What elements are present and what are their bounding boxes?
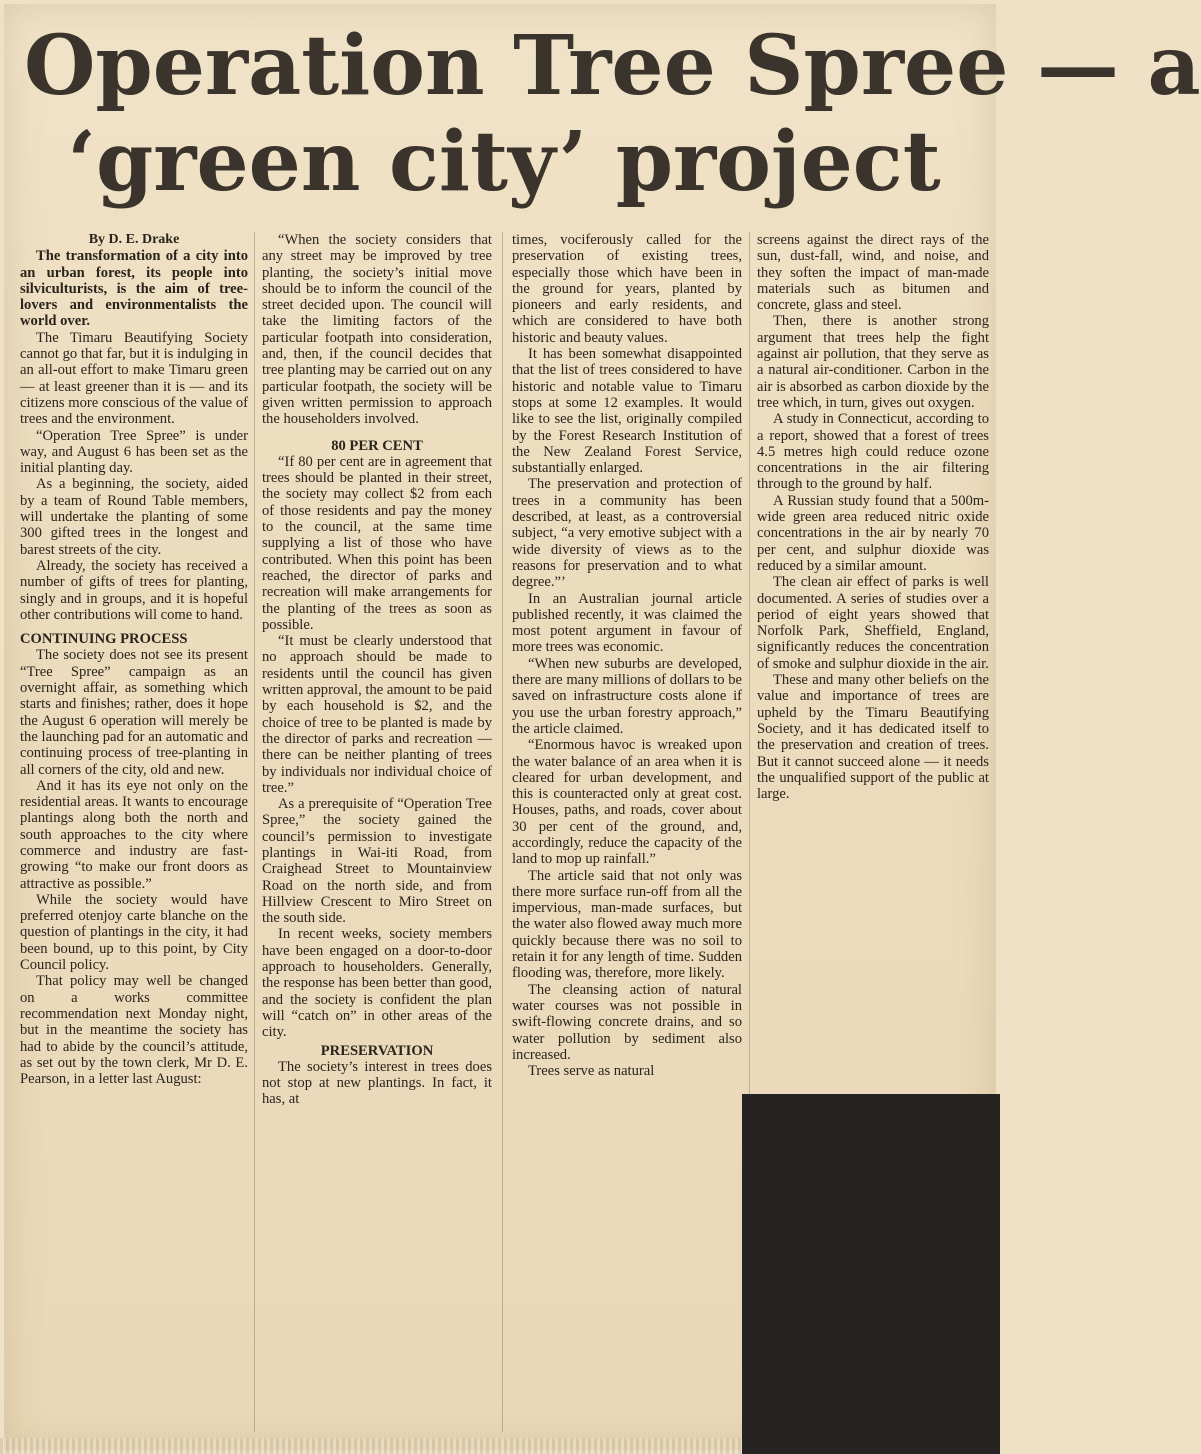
paragraph: While the society would have preferred otenjoy carte blanche on the question of plantings in the city, it had been bound, up to this point, by City Council policy. bbox=[20, 891, 248, 974]
paragraph: These and many other beliefs on the value and importance of trees are upheld by the Timaru Beautifying Society, and it has dedicated itself to the preservation and creation of trees. But it cannot succeed alone — it needs the unqualified support of the public at large. bbox=[757, 672, 989, 803]
paragraph: And it has its eye not only on the residential areas. It wants to encourage plantings along both the north and south approaches to the city where commerce and industry are fast-growing “to make our front doors as attractive as possible.” bbox=[20, 777, 248, 892]
paragraph: As a beginning, the society, aided by a team of Round Table members, will undertake the planting of some 300 gifted trees in the longest and barest streets of the city. bbox=[20, 476, 248, 558]
subheading: CONTINUING PROCESS bbox=[20, 631, 188, 648]
paragraph: “When new suburbs are developed, there are many millions of dollars to be saved on infrastructure costs alone if you use the urban forestry approach,” the article claimed. bbox=[512, 655, 742, 737]
paragraph: It has been somewhat disappointed that the list of trees considered to have historic and notable value to Timaru stops at some 12 examples. It would like to see the list, originally compiled by the Forest Research Institution of the New Zealand Forest Service, substantially enlarged. bbox=[512, 346, 742, 477]
scan-background-corner bbox=[742, 1094, 1000, 1454]
paragraph: Trees serve as natural bbox=[528, 1063, 655, 1080]
lead-paragraph: The transformation of a city into an urban forest, its people into silviculturists, is the aim of tree-lovers and environmentalists the world over. bbox=[20, 248, 248, 330]
paragraph: A study in Connecticut, according to a report, showed that a forest of trees 4.5 metres high could reduce ozone concentrations in the air filtering through to the ground by half. bbox=[757, 411, 989, 493]
article-column-4 bbox=[757, 232, 989, 802]
paragraph: “If 80 per cent are in agreement that trees should be planted in their street, the society may collect $2 from each of those residents and pay the money to the council, at the same time supplying a list of those who have contributed. When this point has been reached, the director of parks and recreation will make arrangements for the planting of the trees as soon as possible. bbox=[262, 453, 492, 633]
subheading: 80 PER CENT bbox=[331, 437, 423, 454]
paragraph: times, vociferously called for the preservation of existing trees, especially those which have been in the ground for years, planted by pioneers and early residents, and which are considered to have both historic and beauty values. bbox=[512, 232, 742, 346]
paragraph: As a prerequisite of “Operation Tree Spree,” the society gained the council’s permission to investigate plantings in Wai-iti Road, from Craighead Street to Mountainview Road on the north side, and from Hillview Crescent to Miro Street on the south side. bbox=[262, 796, 492, 927]
paragraph: screens against the direct rays of the sun, dust-fall, wind, and noise, and they soften the impact of man-made materials such as bitumen and concrete, glass and steel. bbox=[757, 232, 989, 314]
paragraph: “It must be clearly understood that no approach should be made to residents until the council has given written approval, the amount to be paid by each household is $2, and the choice of tree to be planted is made by the director of parks and recreation — there can be neither planting of trees by individuals nor individual choice of tree.” bbox=[262, 633, 492, 796]
article-column-1 bbox=[20, 232, 248, 1087]
paragraph: In an Australian journal article published recently, it was claimed the most potent argument in favour of more trees was economic. bbox=[512, 590, 742, 656]
article-column-3 bbox=[512, 232, 742, 1079]
article-column-2 bbox=[262, 232, 492, 1108]
paragraph: That policy may well be changed on a works committee recommendation next Monday night, but in the meantime the society has had to abide by the council’s attitude, as set out by the town clerk, Mr D. E. Pearson, in a letter last August: bbox=[20, 973, 248, 1088]
paragraph: The society’s interest in trees does not stop at new plantings. In fact, it has, at bbox=[262, 1058, 492, 1108]
paragraph: “Enormous havoc is wreaked upon the water balance of an area when it is cleared for urban development, and this is counteracted only at great cost. Houses, paths, and roads, cover about 30 per cent of the ground, and, accordingly, reduce the capacity of the land to mop up rainfall.” bbox=[512, 737, 742, 868]
paragraph: The cleansing action of natural water courses was not possible in swift-flowing concrete drains, and so water pollution by sediment also increased. bbox=[512, 981, 742, 1063]
paragraph: Already, the society has received a number of gifts of trees for planting, singly and in groups, and it is hopeful other contributions will come to hand. bbox=[20, 557, 248, 623]
paragraph: “When the society considers that any street may be improved by tree planting, the society’s initial move should be to inform the council of the street decided upon. The council will take the limiting factors of the particular footpath into consideration, and, then, if the council decides that tree planting may be carried out on any particular footpath, the society will be given written permission to approach the householders involved. bbox=[262, 232, 492, 428]
perforated-edge bbox=[0, 1438, 742, 1454]
paragraph: In recent weeks, society members have been engaged on a door-to-door approach to householders. Generally, the response has been better than good, and the society is confident the plan will “catch on” in other areas of the city. bbox=[262, 926, 492, 1041]
paragraph: The Timaru Beautifying Society cannot go that far, but it is indulging in an all-out effort to make Timaru green — at least greener than it is — and its citizens more conscious of the value of trees and the environment. bbox=[20, 329, 248, 428]
headline-line-1: Operation Tree Spree — a bbox=[24, 18, 1201, 114]
byline: By D. E. Drake bbox=[88, 232, 180, 247]
paragraph: The clean air effect of parks is well documented. A series of studies over a period of eight years showed that Norfolk Park, Sheffield, England, significantly reduces the concentration of smoke and sulphur dioxide in the air. bbox=[757, 574, 989, 672]
subheading: PRESERVATION bbox=[320, 1042, 434, 1059]
headline bbox=[24, 18, 1201, 210]
paragraph: “Operation Tree Spree” is under way, and August 6 has been set as the initial planting day. bbox=[20, 427, 248, 477]
paragraph: The preservation and protection of trees in a community has been described, at least, as a controversial subject, “a very emotive subject with a wide diversity of views as to the reasons for preservation and to what degree.”’ bbox=[512, 476, 742, 591]
column-rule bbox=[502, 232, 503, 1432]
column-rule bbox=[254, 232, 255, 1432]
paragraph: The article said that not only was there more surface run-off from all the impervious, man-made surfaces, but the water also flowed away much more quickly because there was no soil to retain it for any length of time. Sudden flooding was, therefore, more likely. bbox=[512, 867, 742, 982]
paragraph: A Russian study found that a 500m-wide green area reduced nitric oxide concentrations in the air by nearly 70 per cent, and sulphur dioxide was reduced by a similar amount. bbox=[757, 492, 989, 574]
paragraph: The society does not see its present “Tree Spree” campaign as an overnight affair, as something which starts and finishes; rather, does it hope the August 6 operation will merely be the launching pad for an automatic and continuing process of tree-planting in all corners of the city, old and new. bbox=[20, 647, 248, 778]
paragraph: Then, there is another strong argument that trees help the fight against air pollution, that they serve as a natural air-conditioner. Carbon in the air is absorbed as carbon dioxide by the tree which, in turn, gives out oxygen. bbox=[757, 313, 989, 411]
headline-line-2: ‘green city’ project bbox=[67, 114, 941, 210]
